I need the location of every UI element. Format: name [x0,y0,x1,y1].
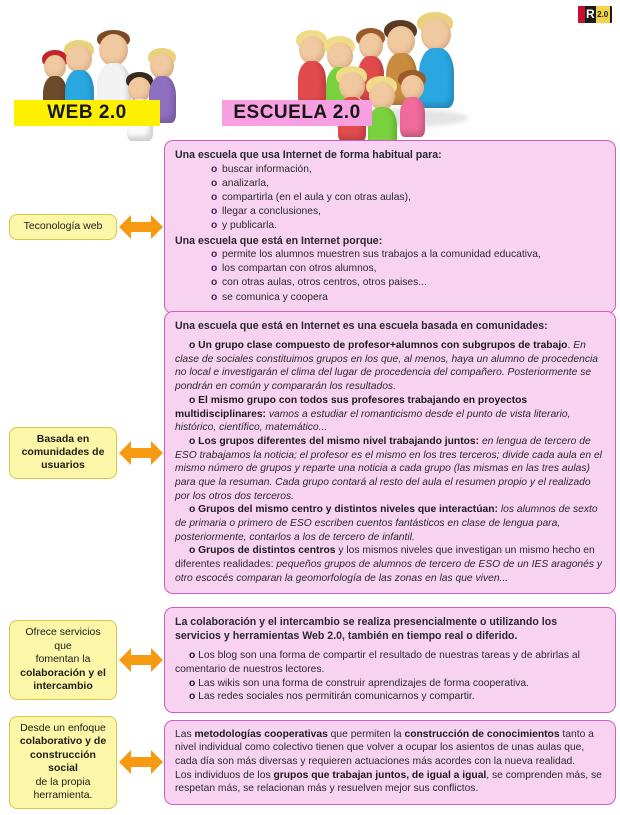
item-bold: Grupos del mismo centro y distintos niveles que interactúan: [198,504,498,516]
row-construccion-social [0,716,620,809]
bullet-marker: o [189,545,199,557]
double-arrow-icon [119,747,163,777]
label-line-2: comunidades de [21,446,105,458]
community-item [175,544,605,585]
bullet-marker: o [189,650,199,662]
content-box-colaboracion [164,607,616,713]
content-box-metodologias [164,720,616,805]
left-label-cell [0,427,118,479]
p1-bold-2: construcción de conocimientos [404,728,560,740]
label-text: Teconología web [23,220,103,233]
item-bold: Grupos de distintos centros [198,545,336,557]
arrow-cell-1 [118,212,164,242]
bullet-marker: o [189,677,199,689]
bullet-list-1 [175,163,605,233]
item-text: Los blog son una forma de compartir el resultado de nuestras tareas y de abrirlas al comentario de nuestros lectores. [175,650,580,675]
content-box-comunidades [164,311,616,594]
label-line-2: de la propia [35,775,91,788]
page-header [0,0,620,140]
label-bold-1: colaboración y el [20,666,106,679]
bullet-marker: o [189,691,199,703]
community-item [175,503,605,544]
list-item: o buscar información, [211,163,605,177]
list-item: o con otras aulas, otros centros, otros paises... [211,276,605,290]
double-arrow-icon [119,438,163,468]
item-italic: en lengua de tercero de ESO trabajamos la noticia; el profesor es el mismo en los tres terceros; divide cada aula en el mismo número de grupos y reparte una noticia a cada grupo (las mismas en las tres aulas) para que la resuman. Cada grupo contará al resto del aula el resumen propio y el realizado por los otros dos terceros. [175,435,602,502]
item-bold: El mismo grupo con todos sus profesores trabajando en proyectos multidisciplinares: [175,394,528,420]
p2-c: , se comprenden más, se respetan más, se relacionan más y resuelven mejor sus conflictos. [175,769,602,795]
item-text: Las redes sociales nos permitirán comunicarnos y compartir. [198,691,475,703]
left-label-cell [0,620,118,699]
list-item: o analizarla, [211,177,605,191]
bullet-marker: o [189,504,199,516]
list-item: o los compartan con otros alumnos, [211,262,605,276]
service-item [175,649,605,676]
double-arrow-icon [119,212,163,242]
label-line-1: Desde un enfoque [20,722,106,734]
list-item: o compartirla (en el aula y con otras aulas), [211,191,605,205]
label-line-1: Basada en [36,432,90,445]
community-item [175,435,605,503]
lead-text-1: Una escuela que usa Internet de forma habitual para: [175,149,442,161]
label-bold-1: colaborativo y de [19,735,107,748]
bullet-marker: o [189,340,199,352]
service-item [175,690,605,704]
arrow-cell-4 [118,747,164,777]
p1-d: tanto a nivel individual como colectivo tienen que volver a ocupar los asientos de unas aulas que, cada día son más diversas y requieren actuaciones más acordes con la nueva realidad. [175,728,594,767]
label-bold-2: intercambio [33,680,93,693]
bullet-marker: o [189,435,199,447]
label-line-3: herramienta. [33,789,93,802]
item-italic: En clase de sociales constituimos grupos en los que, al menos, haya un alumno de procedencia no local e investigarán el clima del lugar de procedencia del compañero. Posteriormente se pondrán en común y compararán los resultados. [175,340,598,393]
paragraph-metodologias [175,728,605,769]
list-item: o llegar a conclusiones, [211,205,605,219]
list-item: o y publicarla. [211,219,605,233]
bullet-marker: o [189,394,199,406]
paragraph-individuos [175,769,605,796]
row-comunidades [0,311,620,594]
logo-red-bar [578,6,585,23]
label-tecnologia-web[interactable] [9,214,117,239]
logo-version: 2.0 [596,6,610,23]
item-italic: pequeños grupos de alumnos de tercero de ESO de un IES aragonés y otro escocés comparan la geomorfología de las zonas en las que viven... [175,559,603,584]
row-colaboracion [0,607,620,713]
lead-text: Una escuela que está en Internet es una escuela basada en comunidades: [175,320,548,332]
list-item: o se comunica y coopera [211,291,605,305]
arrow-cell-2 [118,438,164,468]
p1-a: Las [175,728,195,740]
label-line-1: Ofrece servicios que [25,626,101,652]
p1-bold-1: metodologías cooperativas [194,728,328,740]
label-ofrece-servicios[interactable] [9,620,117,699]
p1-c: que permiten la [327,728,405,740]
label-bold-2: construcción social [30,748,96,775]
service-item [175,677,605,691]
left-label-cell [0,214,118,239]
row-tecnologia-web [0,140,620,314]
bullet-list-2 [175,248,605,304]
web-title-label: WEB 2.0 [14,100,160,126]
label-line-3: usuarios [41,459,85,472]
left-label-cell [0,716,118,809]
arrow-cell-3 [118,645,164,675]
double-arrow-icon [119,645,163,675]
community-item [175,339,605,394]
label-basada-comunidades[interactable] [9,427,117,479]
p2-bold: grupos que trabajan juntos, de igual a igual [273,769,487,781]
lead-text: La colaboración y el intercambio se realiza presencialmente o utilizando los servicios y herramientas Web 2.0, también en tiempo real o diferido. [175,616,558,643]
item-text: Las wikis son una forma de construir aprendizajes de forma cooperativa. [198,677,529,689]
logo-letter: R [586,7,595,21]
list-item: o permite los alumnos muestren sus trabajos a la comunidad educativa, [211,248,605,262]
logo-r20-icon [578,6,612,23]
label-enfoque-colaborativo[interactable] [9,716,117,809]
label-line-2: fomentan la [35,653,91,666]
item-plain: y los mismos niveles que investigan un mismo hecho en diferentes realidades: [175,545,595,571]
item-sep: . [567,340,574,352]
escuela-title-label: ESCUELA 2.0 [222,100,372,126]
lead-text-2: Una escuela que está en Internet porque: [175,234,383,247]
item-bold: Un grupo clase compuesto de profesor+alumnos con subgrupos de trabajo [198,340,568,352]
p2-a: Los individuos de los [175,769,274,781]
item-italic: los alumnos de sexto de primaria o primero de ESO escriben cuentos fantásticos en clase de lengua para, posteriormente, contarlos a los de tercero de infantil. [175,504,598,543]
item-italic: vamos a estudiar el romanticismo desde el punto de vista literario, histórico, científico, matemático... [175,408,571,434]
community-item [175,394,605,435]
content-box-tecnologia [164,140,616,314]
item-bold: Los grupos diferentes del mismo nivel trabajando juntos: [198,435,480,447]
